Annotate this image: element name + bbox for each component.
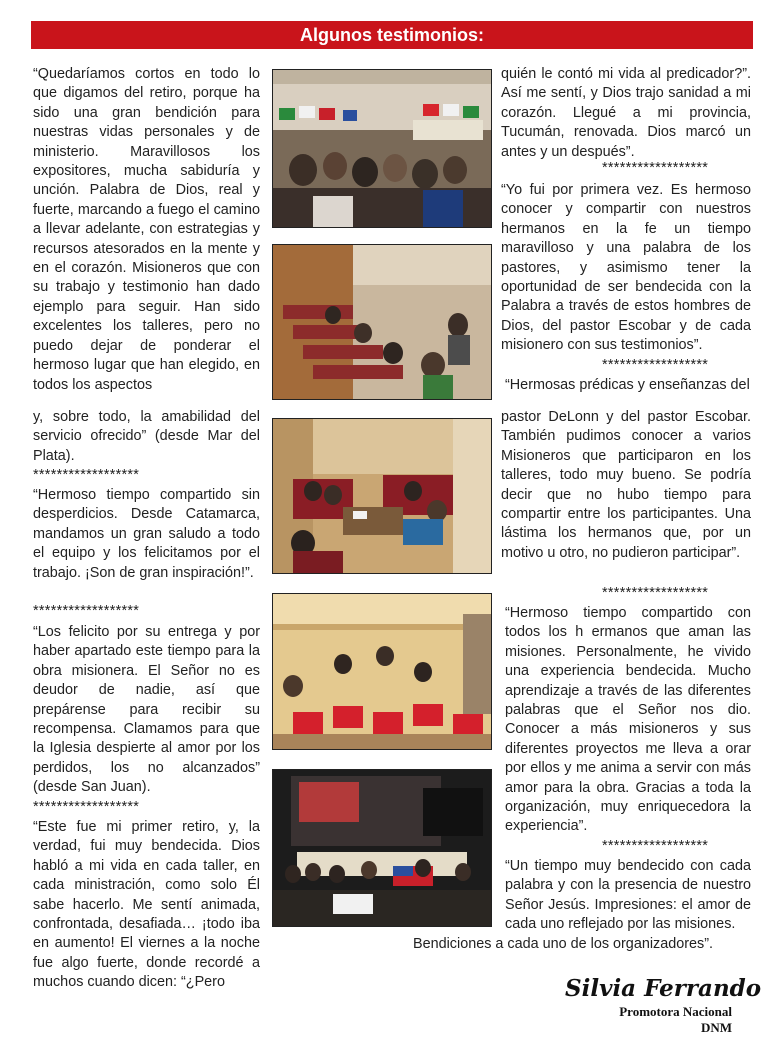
- signature-org: DNM: [700, 1020, 732, 1035]
- separator-stars: ******************: [602, 585, 709, 601]
- signature-role: Promotora Nacional: [619, 1004, 732, 1019]
- testimonial-7: “Hermoso tiempo compartido con todos los h ermanos que aman las misiones. Personalmente, he vivido una experiencia bendecida. Mucho aprendizaje a través de las diferentes palabras que el Señor nos dio. Conocer a más misioneros y sus diferentes proyectos me lleva a orar por ellos y me anima a servir con más amor para la obra. Gracias a toda la organización, muy enriquecedora la experiencia”.: [505, 605, 751, 835]
- testimonial-6-part-1: “Hermosas prédicas y enseñanzas del: [505, 377, 750, 393]
- signature-name: Silvia Ferrando: [565, 975, 762, 1002]
- testimonial-2: “Hermoso tiempo compartido sin desperdicios. Desde Catamarca, mandamos un gran saludo a todo el equipo y los felicitamos por el trabajo. ¡Son de gran inspiración!”.: [33, 487, 260, 581]
- separator-stars: ******************: [33, 799, 140, 815]
- photo-auditorium-seats: [272, 244, 492, 400]
- photo-congregation-worship: [272, 69, 492, 228]
- testimonial-4-part-1: “Este fue mi primer retiro, y, la verdad, fui muy bendecida. Dios habló a mi vida en cada taller, en cada ministración, como solo Él sabe hacerlo. Me sentí animada, confrontada, desafiada… ¡todo iba en aumento! El viernes a la noche fue algo fuerte, donde recordé a muchos cuando dicen: “¿Pero: [33, 819, 260, 991]
- testimonial-8-part-2: Bendiciones a cada uno de los organizadores”.: [413, 936, 714, 952]
- testimonial-1-part-1: “Quedaríamos cortos en todo lo que digamos del retiro, porque ha sido una gran bendición para nuestras vidas personales y de ministerio. Maravillosos los expositores, mucha sabiduría y unción. Palabra de Dios, real y fuerte, marcando a fuego el camino a llevar adelante, con estrategias y recursos atesorados en la mente y en el corazón. Misioneros que con su trabajo y testimonio han dado ejemplo para seguir. Han sido excelentes los talleres, pero no puedo dejar de ponderar el hermoso lugar que han elegido, en todos los aspectos: [33, 66, 260, 393]
- separator-stars: ******************: [602, 357, 709, 373]
- section-title: Algunos testimonios:: [300, 24, 484, 45]
- photo-small-group-sofas: [272, 418, 492, 574]
- separator-stars: ******************: [33, 467, 140, 483]
- testimonial-3: “Los felicito por su entrega y por haber apartado este tiempo para la obra misionera. El Señor no es deudor de nadie, así que prepárense para recibir su recompensa. Clamamos para que la Iglesia despierte al amor por los perdidos, los no alcanzados” (desde San Juan).: [33, 624, 260, 796]
- section-title-banner: [31, 21, 753, 49]
- testimonial-8-part-1: “Un tiempo muy bendecido con cada palabra y con la presencia de nuestro Señor Jesús. Impresiones: el amor de cada uno reflejado por las misiones.: [505, 858, 751, 933]
- photo-group-red-chairs: [272, 593, 492, 750]
- testimonial-1-part-2: y, sobre todo, la amabilidad del servicio ofrecido” (desde Mar del Plata).: [33, 409, 260, 464]
- testimonial-6-part-2: pastor DeLonn y del pastor Escobar. También pudimos conocer a varios Misioneros que participaron en los talleres, todo muy bueno. Se podría decir que no hubo tiempo para compartir entre los participantes. Una lástima los hermanos que, por un motivo u otro, no pudieron participar”.: [501, 409, 751, 561]
- separator-stars: ******************: [33, 603, 140, 619]
- separator-stars: ******************: [602, 838, 709, 854]
- testimonial-5: “Yo fui por primera vez. Es hermoso conocer y compartir con nuestros hermanos en la fe un tiempo maravilloso y una palabra de los pastores, y asimismo tener la oportunidad de ser bendecida con la Palabra a través de estos hombres de Dios, del pastor Escobar y de cada misionero con sus testimonios”.: [501, 182, 751, 354]
- testimonial-4-part-2: quién le contó mi vida al predicador?”. Así me sentí, y Dios trajo sanidad a mi corazón. Llegué a mi provincia, Tucumán, renovada. Dios marcó un antes y un después”.: [501, 66, 751, 160]
- separator-stars: ******************: [602, 160, 709, 176]
- photo-stage-prayer: [272, 769, 492, 927]
- signature-block: [619, 1004, 732, 1036]
